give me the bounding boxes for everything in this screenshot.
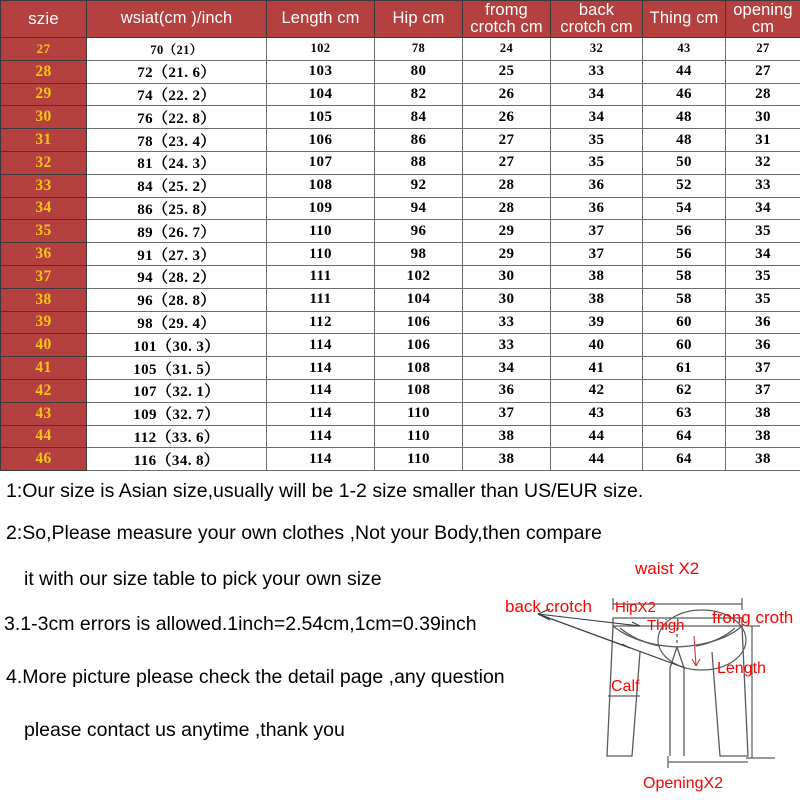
length-measure-line [746,626,775,758]
cell-length: 110 [267,220,375,243]
cell-size: 43 [1,402,87,425]
cell-front-crotch: 28 [463,174,551,197]
cell-front-crotch: 36 [463,379,551,402]
cell-hip: 86 [375,129,463,152]
cell-back-crotch: 44 [551,425,643,448]
column-header-length [267,1,375,38]
cell-thigh: 48 [643,106,726,129]
table-row [1,220,800,243]
cell-back-crotch: 41 [551,357,643,380]
cell-back-crotch: 35 [551,151,643,174]
table-row [1,83,800,106]
cell-back-crotch: 33 [551,60,643,83]
instruction-line-3: 3.1-3cm errors is allowed.1inch=2.54cm,1cm=0.39inch [4,613,477,635]
cell-thigh: 62 [643,379,726,402]
cell-opening: 38 [726,425,800,448]
cell-thigh: 44 [643,60,726,83]
table-row [1,174,800,197]
cell-thigh: 58 [643,288,726,311]
cell-back-crotch: 37 [551,220,643,243]
column-header-back-crotch-line1: back [578,0,615,19]
cell-length: 114 [267,334,375,357]
table-row [1,425,800,448]
cell-length: 109 [267,197,375,220]
cell-front-crotch: 33 [463,334,551,357]
cell-back-crotch: 32 [551,38,643,61]
table-row [1,379,800,402]
cell-front-crotch: 24 [463,38,551,61]
cell-waist: 107（32. 1） [87,379,267,402]
cell-front-crotch: 28 [463,197,551,220]
cell-opening: 35 [726,265,800,288]
table-row [1,197,800,220]
cell-hip: 92 [375,174,463,197]
cell-opening: 34 [726,197,800,220]
table-header [1,1,800,38]
column-header-front-crotch-line2: crotch cm [470,18,543,36]
cell-size: 41 [1,357,87,380]
diagram-label-opening: OpeningX2 [643,775,724,792]
cell-length: 106 [267,129,375,152]
cell-front-crotch: 25 [463,60,551,83]
diagram-label-front-crotch: frong croth [712,608,794,627]
instruction-line-4: 4.More picture please check the detail page ,any question [6,666,505,688]
cell-opening: 28 [726,83,800,106]
cell-opening: 37 [726,357,800,380]
cell-opening: 38 [726,448,800,471]
cell-size: 42 [1,379,87,402]
diagram-label-length: Length [717,660,766,677]
cell-front-crotch: 38 [463,425,551,448]
cell-hip: 102 [375,265,463,288]
cell-thigh: 48 [643,129,726,152]
cell-opening: 34 [726,243,800,266]
cell-hip: 94 [375,197,463,220]
cell-size: 32 [1,151,87,174]
table-row [1,38,800,61]
column-header-length-label: Length cm [281,9,360,28]
cell-opening: 37 [726,379,800,402]
cell-opening: 36 [726,334,800,357]
column-header-waist-label: wsiat(cm )/inch [120,9,233,28]
cell-back-crotch: 36 [551,197,643,220]
column-header-opening [726,1,800,38]
cell-size: 37 [1,265,87,288]
cell-length: 114 [267,402,375,425]
thigh-arrow [692,636,700,666]
cell-opening: 30 [726,106,800,129]
cell-waist: 96（28. 8） [87,288,267,311]
cell-size: 39 [1,311,87,334]
cell-back-crotch: 34 [551,83,643,106]
column-header-opening-line2: cm [751,18,775,36]
diagram-label-calf: Calf [611,678,640,695]
cell-waist: 101（30. 3） [87,334,267,357]
table-row [1,357,800,380]
cell-size: 28 [1,60,87,83]
table-row [1,265,800,288]
cell-back-crotch: 36 [551,174,643,197]
cell-waist: 78（23. 4） [87,129,267,152]
cell-waist: 86（25. 8） [87,197,267,220]
cell-length: 111 [267,265,375,288]
cell-size: 30 [1,106,87,129]
cell-thigh: 58 [643,265,726,288]
instruction-line-2b: it with our size table to pick your own size [24,568,382,590]
cell-length: 104 [267,83,375,106]
cell-size: 38 [1,288,87,311]
opening-measure-line [668,756,748,768]
column-header-front-crotch-line1: fromg [485,0,528,19]
cell-hip: 106 [375,311,463,334]
column-header-opening-line1: opening [733,0,793,19]
cell-length: 107 [267,151,375,174]
table-row [1,448,800,471]
table-row [1,402,800,425]
cell-back-crotch: 37 [551,243,643,266]
cell-hip: 82 [375,83,463,106]
table-row [1,334,800,357]
cell-opening: 38 [726,402,800,425]
cell-hip: 84 [375,106,463,129]
cell-size: 29 [1,83,87,106]
cell-length: 102 [267,38,375,61]
cell-hip: 80 [375,60,463,83]
cell-thigh: 64 [643,425,726,448]
table-row [1,129,800,152]
cell-thigh: 60 [643,334,726,357]
cell-waist: 112（33. 6） [87,425,267,448]
cell-front-crotch: 29 [463,220,551,243]
cell-thigh: 60 [643,311,726,334]
cell-back-crotch: 38 [551,265,643,288]
table-row [1,151,800,174]
cell-size: 33 [1,174,87,197]
cell-size: 34 [1,197,87,220]
cell-thigh: 52 [643,174,726,197]
cell-hip: 110 [375,448,463,471]
cell-hip: 106 [375,334,463,357]
cell-back-crotch: 42 [551,379,643,402]
cell-opening: 27 [726,38,800,61]
table-row [1,243,800,266]
cell-waist: 91（27. 3） [87,243,267,266]
column-header-hip [375,1,463,38]
cell-hip: 108 [375,379,463,402]
cell-thigh: 63 [643,402,726,425]
cell-size: 27 [1,38,87,61]
cell-size: 31 [1,129,87,152]
cell-front-crotch: 27 [463,129,551,152]
cell-front-crotch: 34 [463,357,551,380]
cell-back-crotch: 43 [551,402,643,425]
cell-back-crotch: 44 [551,448,643,471]
cell-waist: 109（32. 7） [87,402,267,425]
cell-length: 110 [267,243,375,266]
cell-waist: 89（26. 7） [87,220,267,243]
column-header-waist [87,1,267,38]
instruction-line-1: 1:Our size is Asian size,usually will be 1-2 size smaller than US/EUR size. [6,480,644,502]
table-row [1,106,800,129]
diagram-label-hip: HipX2 [615,599,656,616]
table-header-row [1,1,800,38]
cell-length: 114 [267,357,375,380]
cell-front-crotch: 26 [463,83,551,106]
cell-size: 46 [1,448,87,471]
column-header-thigh-label: Thing cm [649,9,719,28]
column-header-back-crotch-line2: crotch cm [560,18,633,36]
column-header-hip-label: Hip cm [392,9,445,28]
cell-length: 111 [267,288,375,311]
cell-hip: 108 [375,357,463,380]
cell-length: 114 [267,379,375,402]
cell-hip: 110 [375,425,463,448]
column-header-back-crotch [551,1,643,38]
cell-length: 105 [267,106,375,129]
cell-waist: 74（22. 2） [87,83,267,106]
cell-length: 114 [267,448,375,471]
diagram-label-waist: waist X2 [635,559,700,578]
cell-waist: 105（31. 5） [87,357,267,380]
cell-front-crotch: 37 [463,402,551,425]
cell-thigh: 61 [643,357,726,380]
cell-waist: 94（28. 2） [87,265,267,288]
cell-back-crotch: 38 [551,288,643,311]
instruction-line-2: 2:So,Please measure your own clothes ,Not your Body,then compare [6,522,602,544]
cell-front-crotch: 38 [463,448,551,471]
cell-front-crotch: 33 [463,311,551,334]
cell-waist: 76（22. 8） [87,106,267,129]
column-header-size [1,1,87,38]
column-header-size-label: szie [28,9,59,29]
cell-opening: 35 [726,288,800,311]
cell-waist: 98（29. 4） [87,311,267,334]
diagram-label-back-crotch: back crotch [505,597,592,616]
cell-front-crotch: 29 [463,243,551,266]
cell-hip: 98 [375,243,463,266]
cell-opening: 33 [726,174,800,197]
cell-thigh: 54 [643,197,726,220]
column-header-front-crotch [463,1,551,38]
cell-hip: 110 [375,402,463,425]
cell-waist: 72（21. 6） [87,60,267,83]
cell-hip: 78 [375,38,463,61]
cell-size: 44 [1,425,87,448]
cell-thigh: 56 [643,220,726,243]
cell-waist: 81（24. 3） [87,151,267,174]
cell-size: 40 [1,334,87,357]
cell-back-crotch: 40 [551,334,643,357]
cell-size: 35 [1,220,87,243]
cell-opening: 35 [726,220,800,243]
cell-front-crotch: 27 [463,151,551,174]
cell-back-crotch: 39 [551,311,643,334]
measurement-diagram [480,548,800,800]
cell-thigh: 50 [643,151,726,174]
cell-opening: 27 [726,60,800,83]
cell-back-crotch: 34 [551,106,643,129]
cell-thigh: 43 [643,38,726,61]
table-body [1,38,800,471]
diagram-label-thigh: Thigh [647,617,685,634]
cell-waist: 84（25. 2） [87,174,267,197]
cell-length: 103 [267,60,375,83]
cell-hip: 104 [375,288,463,311]
cell-hip: 96 [375,220,463,243]
cell-hip: 88 [375,151,463,174]
cell-length: 108 [267,174,375,197]
cell-opening: 31 [726,129,800,152]
cell-front-crotch: 30 [463,288,551,311]
cell-length: 114 [267,425,375,448]
cell-thigh: 56 [643,243,726,266]
cell-opening: 32 [726,151,800,174]
cell-front-crotch: 26 [463,106,551,129]
table-row [1,311,800,334]
table-row [1,288,800,311]
cell-waist: 70（21） [87,38,267,61]
cell-thigh: 46 [643,83,726,106]
cell-front-crotch: 30 [463,265,551,288]
cell-waist: 116（34. 8） [87,448,267,471]
cell-length: 112 [267,311,375,334]
cell-back-crotch: 35 [551,129,643,152]
instruction-line-4b: please contact us anytime ,thank you [24,719,345,741]
column-header-thigh [643,1,726,38]
cell-size: 36 [1,243,87,266]
cell-thigh: 64 [643,448,726,471]
table-row [1,60,800,83]
cell-opening: 36 [726,311,800,334]
